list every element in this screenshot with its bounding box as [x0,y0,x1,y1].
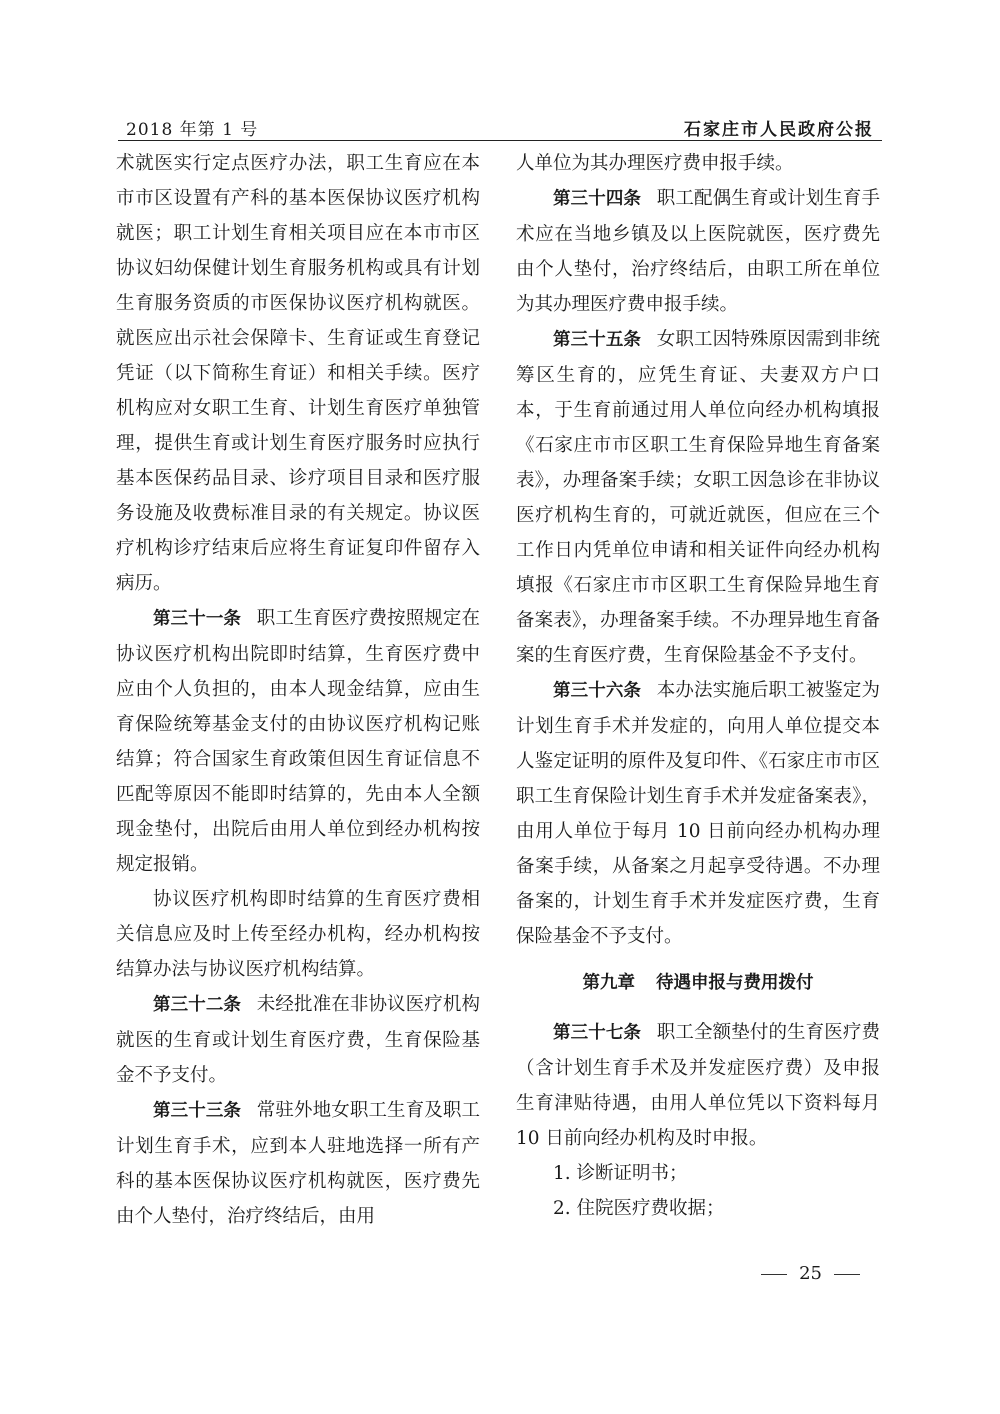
dash-left [761,1274,787,1275]
page-footer [749,1263,872,1284]
dash-right [834,1274,860,1275]
right-column [516,146,880,1226]
running-header [118,115,882,141]
issue-label: 2018 年第 1 号 [126,120,259,140]
article-text: 未经批准在非协议医疗机构就医的生育或计划生育医疗费，生育保险基金不予支付。 [116,994,480,1086]
article-lead: 第三十三条 [153,1101,242,1121]
article-35 [516,322,880,673]
article-34 [516,181,880,322]
article-lead: 第三十二条 [153,995,242,1015]
article-37 [516,1015,880,1156]
paragraph [116,882,480,987]
paragraph-text: 术就医实行定点医疗办法，职工生育应在本市市区设置有产科的基本医保协议医疗机构就医；职工计划生育相关项目应在本市市区协议妇幼保健计划生育服务机构或具有计划生育服务资质的市医保协议医疗机构就医。就医应出示社会保障卡、生育证或生育登记凭证（以下简称生育证）和相关手续。医疗机构应对女职工生育、计划生育医疗单独管理，提供生育或计划生育医疗服务时应执行基本医保药品目录、诊疗项目目录和医疗服务设施及收费标准目录的有关规定。协议医疗机构诊疗结束后应将生育证复印件留存入病历。 [116,153,480,594]
paragraph-text: 人单位为其办理医疗费申报手续。 [516,153,794,174]
publication-title: 石家庄市人民政府公报 [684,120,874,140]
article-text: 常驻外地女职工生育及职工计划生育手术，应到本人驻地选择一所有产科的基本医保协议医疗机构就医，医疗费先由个人垫付，治疗终结后，由用 [116,1100,480,1227]
chapter-heading [516,966,880,1001]
article-text: 本办法实施后职工被鉴定为计划生育手术并发症的，向用人单位提交本人鉴定证明的原件及复印件、《石家庄市市区职工生育保险计划生育手术并发症备案表》，由用人单位于每月 10 日前向经办机构办理备案手续，从备案之月起享受待遇。不办理备案的，计划生育手术并发症医疗费，生育保险基金不予支付。 [516,680,880,947]
article-lead: 第三十六条 [553,681,642,701]
article-32 [116,987,480,1093]
article-text: 职工配偶生育或计划生育手术应在当地乡镇及以上医院就医，医疗费先由个人垫付，治疗终结后，由职工所在单位为其办理医疗费申报手续。 [516,188,880,315]
article-36 [516,673,880,954]
chapter-number: 第九章 [582,973,635,993]
left-column [116,146,480,1234]
chapter-title: 待遇申报与费用拨付 [656,973,814,993]
paragraph [116,146,480,601]
header-rule [118,140,882,141]
article-lead: 第三十五条 [553,330,642,350]
list-item: 2. 住院医疗费收据； [553,1198,725,1219]
article-text: 职工生育医疗费按照规定在协议医疗机构出院即时结算，生育医疗费中应由个人负担的，由本人现金结算，应由生育保险统筹基金支付的由协议医疗机构记账结算；符合国家生育政策但因生育证信息不匹配等原因不能即时结算的，先由本人全额现金垫付，出院后由用人单位到经办机构按规定报销。 [116,608,480,875]
list-item: 1. 诊断证明书； [553,1163,688,1184]
article-text: 女职工因特殊原因需到非统筹区生育的，应凭生育证、夫妻双方户口本，于生育前通过用人单位向经办机构填报《石家庄市市区职工生育保险异地生育备案表》，办理备案手续；女职工因急诊在非协议医疗机构生育的，可就近就医，但应在三个工作日内凭单位申请和相关证件向经办机构填报《石家庄市市区职工生育保险异地生育备案表》，办理备案手续。不办理异地生育备案的生育医疗费，生育保险基金不予支付。 [516,329,880,666]
paragraph-text: 协议医疗机构即时结算的生育医疗费相关信息应及时上传至经办机构，经办机构按结算办法与协议医疗机构结算。 [116,889,480,980]
page-number: 25 [799,1263,822,1284]
article-lead: 第三十一条 [153,609,242,629]
article-lead: 第三十七条 [553,1023,642,1043]
paragraph [516,146,880,181]
article-text: 职工全额垫付的生育医疗费（含计划生育手术及并发症医疗费）及申报生育津贴待遇，由用人单位凭以下资料每月 10 日前向经办机构及时申报。 [516,1022,880,1149]
article-31 [116,601,480,882]
article-33 [116,1093,480,1234]
article-lead: 第三十四条 [553,189,642,209]
